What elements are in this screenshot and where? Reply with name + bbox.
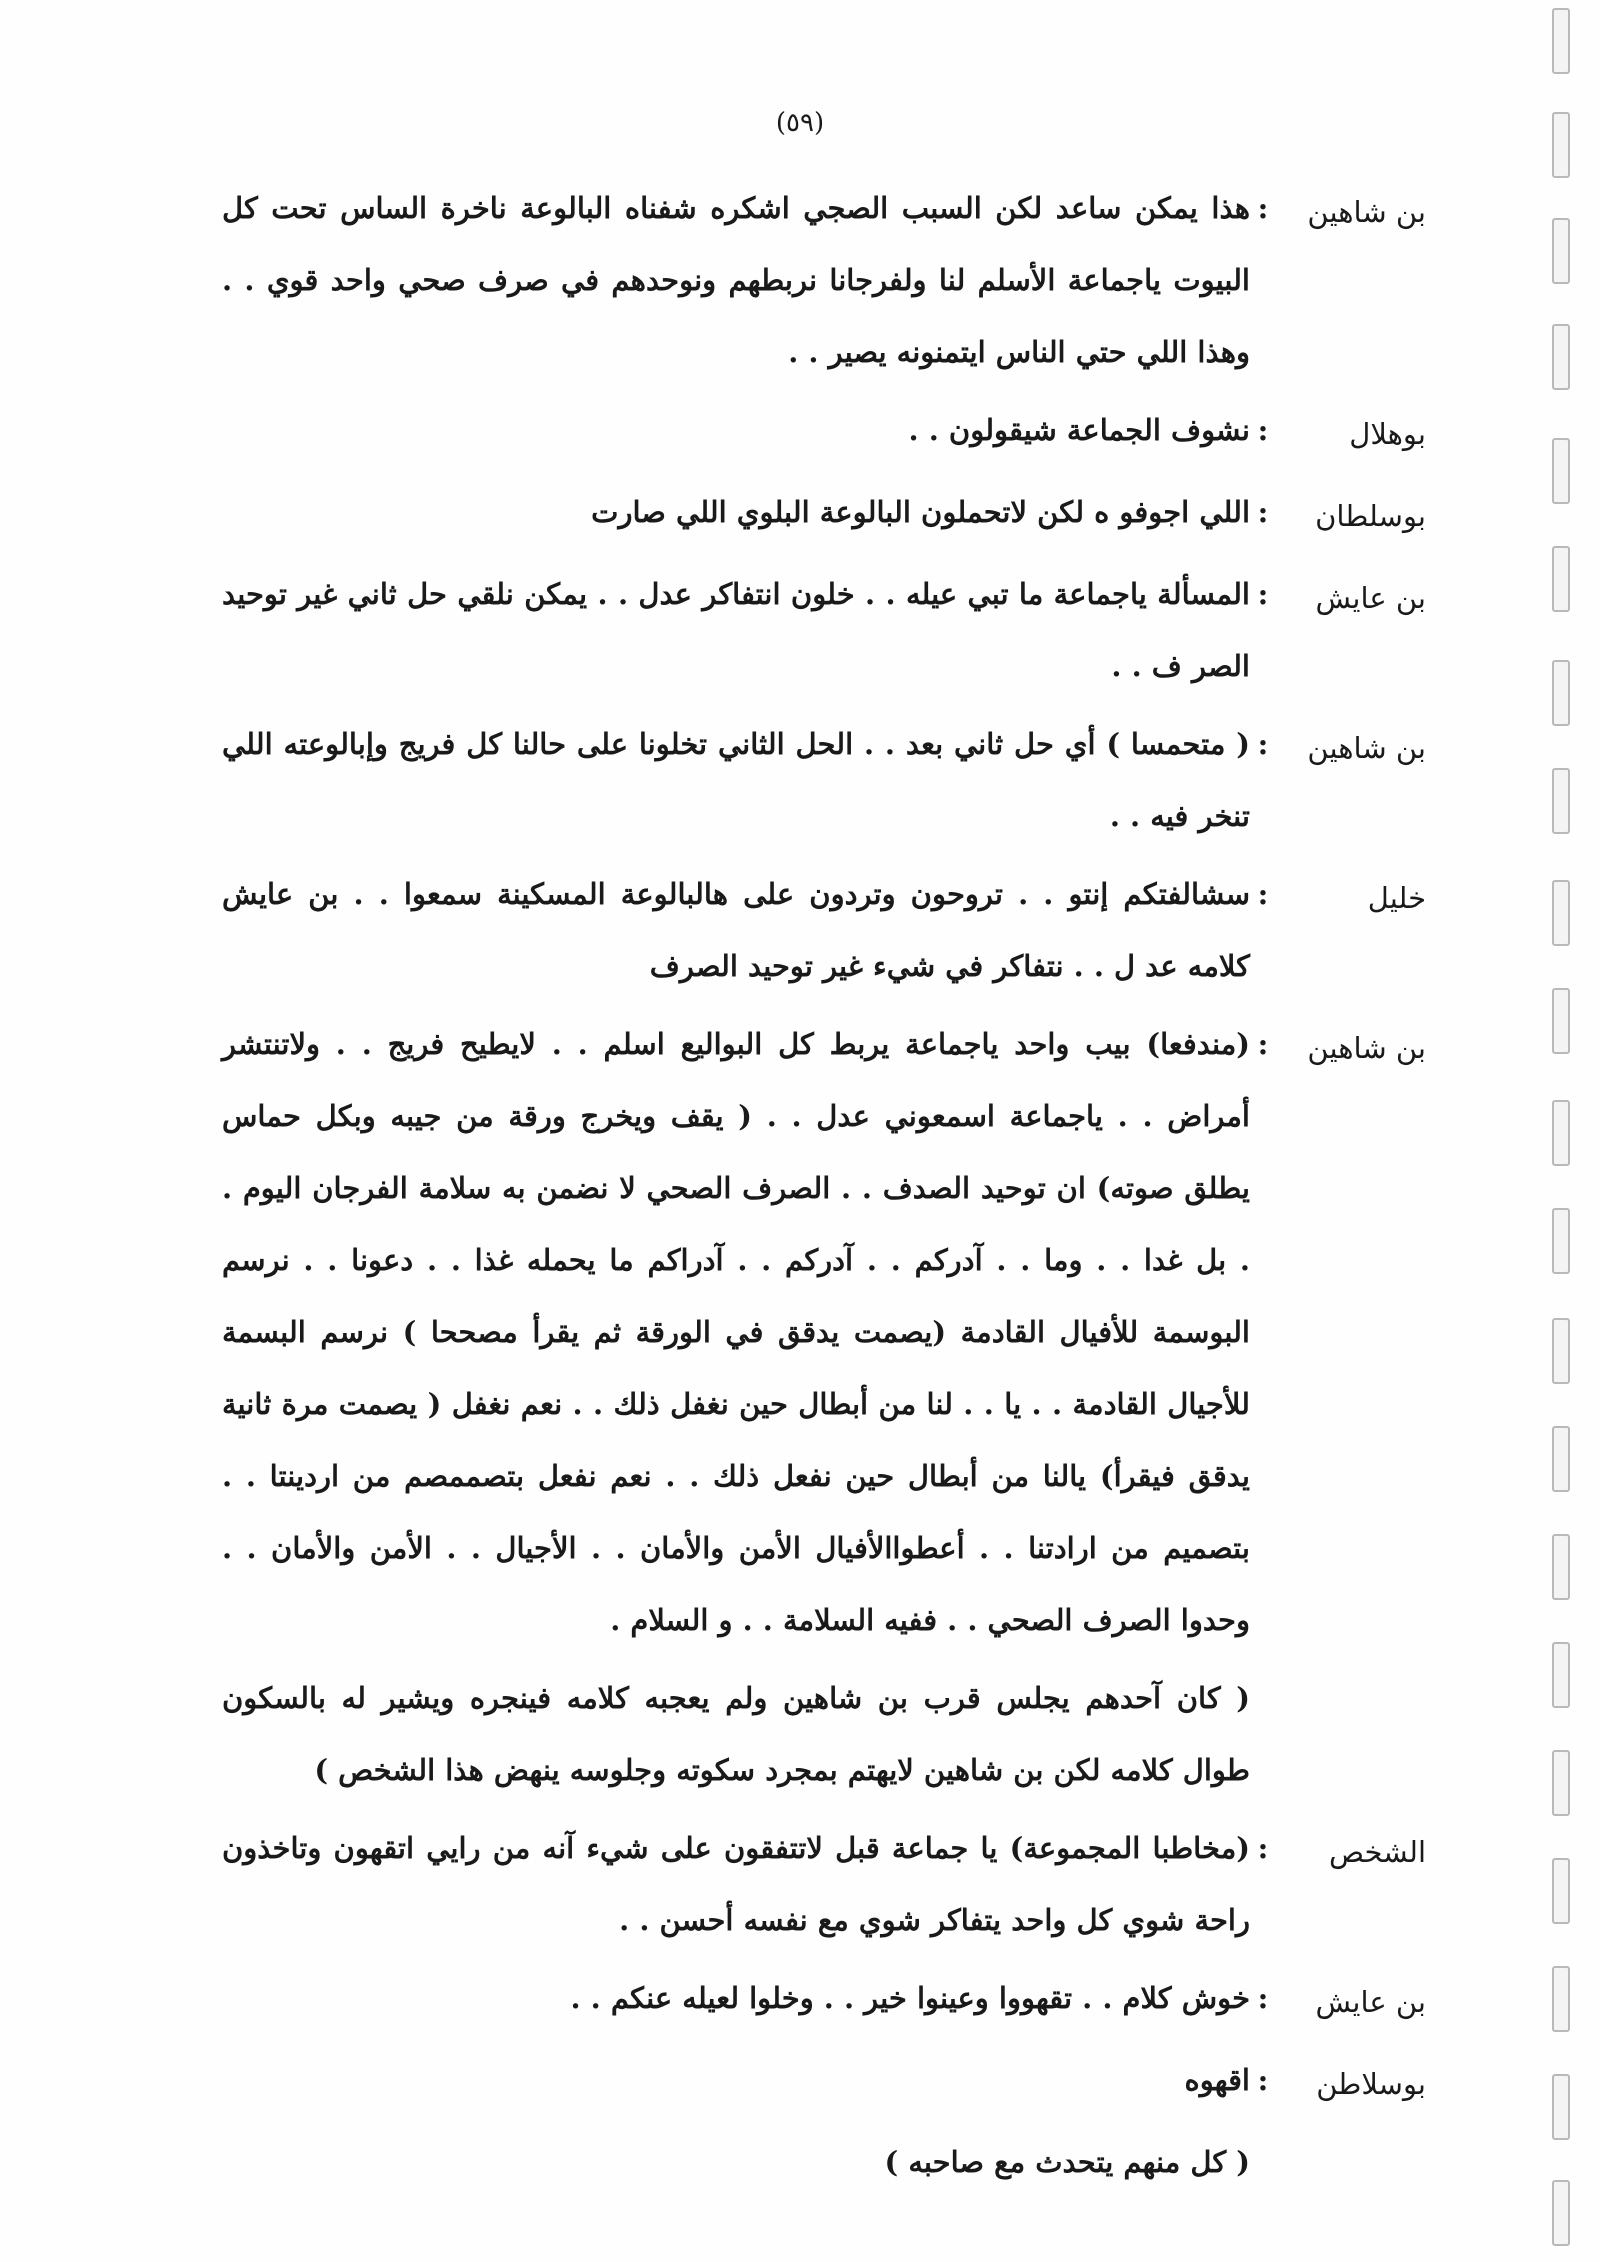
speaker-colon: :	[1257, 1027, 1269, 1061]
binder-ring	[1552, 1750, 1570, 1816]
stage-direction: ( كان آحدهم يجلس قرب بن شاهين ولم يعجبه كلامه فينجره ويشير له بالسكون طوال كلامه لكن بن شاهين لايهتم بمجرد سكوته وجلوسه ينهض هذا الشخص )	[222, 1681, 1250, 1787]
speaker-colon: :	[1257, 413, 1269, 447]
speaker-colon: :	[1257, 877, 1269, 911]
dialogue-text: ( متحمسا ) أي حل ثاني بعد . . الحل الثاني تخلونا على حالنا كل فريج وإبالوعته اللي تنخر فيه . .	[222, 727, 1250, 833]
speaker-name: بن شاهين	[1307, 731, 1426, 765]
binder-ring	[1552, 112, 1570, 178]
dialogue-text: هذا يمكن ساعد لكن السبب الصجي اشكره شفناه البالوعة ناخرة الساس تحت كل البيوت ياجماعة الأسلم لنا ولفرجانا نربطهم ونوحدهم في صرف صحي واحد قوي . . وهذا اللي حتي الناس ايتمنونه يصير . .	[222, 191, 1250, 369]
play-script	[222, 172, 1426, 2204]
binder-ring	[1552, 2074, 1570, 2140]
dialogue-entry	[222, 558, 1426, 702]
binder-ring	[1552, 660, 1570, 726]
binder-ring	[1552, 880, 1570, 946]
dialogue-text: المسألة ياجماعة ما تبي عيله . . خلون انتفاكر عدل . . يمكن نلقي حل ثاني غير توحيد الصر ف . .	[222, 577, 1250, 683]
dialogue-text: اقهوه	[1184, 2063, 1250, 2097]
dialogue-text: (مندفعا) بيب واحد ياجماعة يربط كل البواليع اسلم . . لايطيح فريج . . ولاتنتشر أمراض . . ياجماعة اسمعوني عدل . . ( يقف ويخرج ورقة من جيبه وبكل حماس يطلق صوته) ان توحيد الصدف . . الصرف الصحي لا نضمن به سلامة الفرجان اليوم . . بل غدا . . وما . . آدركم . . آدركم . . آدراكم ما يحمله غذا . . دعونا . . نرسم البوسمة للأفيال القادمة (يصمت يدقق في الورقة ثم يقرأ مصححا ) نرسم البسمة للأجيال القادمة . . يا . . لنا من أبطال حين نغفل ذلك . . نعم نغفل ( يصمت مرة ثانية يدقق فيقرأ) يالنا من أبطال حين نفعل ذلك . . نعم نفعل بتصممصم من اردينتا . . بتصميم من ارادتنا . . أعطواالأفيال الأمن والأمان . . الأجيال . . الأمن والأمان . . وحدوا الصرف الصحي . . ففيه السلامة . . و السلام .	[222, 1027, 1250, 1637]
speaker-name: بن شاهين	[1307, 1031, 1426, 1065]
dialogue-entry	[222, 708, 1426, 852]
speaker-colon: :	[1257, 2063, 1269, 2097]
dialogue-text: سشالفتكم إنتو . . تروحون وتردون على هالبالوعة المسكينة سمعوا . . بن عايش كلامه عد ل . . نتفاكر في شيء غير توحيد الصرف	[222, 877, 1250, 983]
binder-ring	[1552, 1208, 1570, 1274]
binder-ring	[1552, 1100, 1570, 1166]
speaker-colon: :	[1257, 577, 1269, 611]
binder-ring	[1552, 438, 1570, 504]
stage-direction: ( كل منهم يتحدث مع صاحبه )	[884, 2145, 1250, 2179]
binder-ring	[1552, 8, 1570, 74]
speaker-name: بوسلطان	[1315, 499, 1426, 533]
speaker-name: بن عايش	[1315, 1985, 1426, 2019]
binder-ring	[1552, 1318, 1570, 1384]
speaker-colon: :	[1257, 495, 1269, 529]
speaker-colon: :	[1257, 1981, 1269, 2015]
speaker-name: خليل	[1367, 881, 1426, 915]
speaker-name: بن عايش	[1315, 581, 1426, 615]
dialogue-entry	[222, 858, 1426, 1002]
speaker-colon: :	[1257, 191, 1269, 225]
dialogue-entry	[222, 1962, 1426, 2038]
dialogue-entry	[222, 2044, 1426, 2120]
binder-ring	[1552, 546, 1570, 612]
dialogue-entry	[222, 476, 1426, 552]
binder-ring	[1552, 768, 1570, 834]
binder-ring	[1552, 218, 1570, 284]
dialogue-entry	[222, 1008, 1426, 1656]
dialogue-entry	[222, 172, 1426, 388]
dialogue-text: خوش كلام . . تقهووا وعينوا خير . . وخلوا لعيله عنكم . .	[570, 1981, 1250, 2015]
binder-ring	[1552, 1642, 1570, 1708]
binder-rings	[1542, 0, 1582, 2262]
dialogue-text: اللي اجوفو ه لكن لاتحملون البالوعة البلوي اللي صارت	[591, 495, 1250, 529]
page-number: (٥٩)	[775, 108, 825, 138]
binder-ring	[1552, 1426, 1570, 1492]
binder-ring	[1552, 1858, 1570, 1924]
dialogue-entry	[222, 394, 1426, 470]
dialogue-text: نشوف الجماعة شيقولون . .	[908, 413, 1250, 447]
speaker-name: بن شاهين	[1307, 195, 1426, 229]
binder-ring	[1552, 1534, 1570, 1600]
speaker-colon: :	[1257, 727, 1269, 761]
binder-ring	[1552, 988, 1570, 1054]
dialogue-text: (مخاطبا المجموعة) يا جماعة قبل لاتتفقون على شيء آنه من رايي اتقهون وتاخذون راحة شوي كل واحد يتفاكر شوي مع نفسه أحسن . .	[222, 1831, 1250, 1937]
dialogue-entry	[222, 1812, 1426, 1956]
speaker-name: بوهلال	[1349, 417, 1426, 451]
speaker-name: بوسلاطن	[1316, 2067, 1426, 2101]
binder-ring	[1552, 324, 1570, 390]
binder-ring	[1552, 1966, 1570, 2032]
speaker-name: الشخص	[1328, 1835, 1426, 1869]
binder-ring	[1552, 2180, 1570, 2246]
speaker-colon: :	[1257, 1831, 1269, 1865]
